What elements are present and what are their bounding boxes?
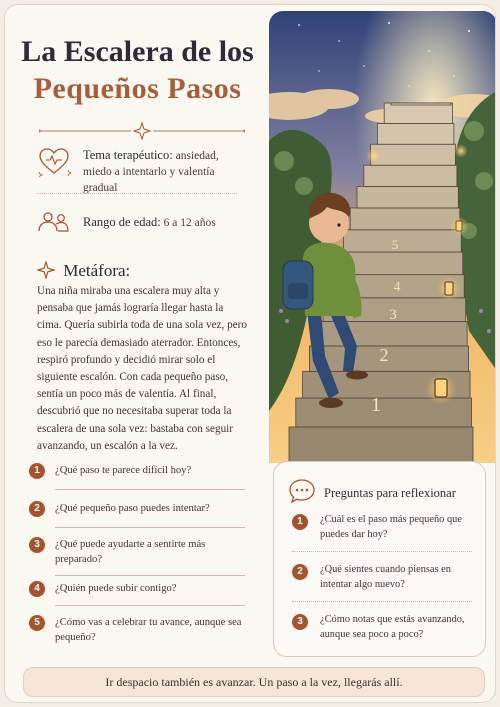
reflection-number: 3 xyxy=(292,614,308,630)
question-text: ¿Quién puede subir contigo? xyxy=(55,583,177,594)
title-line-2: Pequeños Pasos xyxy=(33,71,242,105)
staircase-illustration xyxy=(269,11,496,463)
question-text: ¿Qué pequeño paso puedes intentar? xyxy=(55,503,210,514)
divider xyxy=(55,527,245,528)
reflection-box xyxy=(273,461,486,657)
age-label: Rango de edad: xyxy=(83,215,161,229)
metaphor-title: Metáfora: xyxy=(63,261,131,280)
title-line-1: La Escalera de los xyxy=(21,35,254,68)
stair-step xyxy=(357,186,458,208)
stair-step xyxy=(384,103,452,124)
divider xyxy=(55,605,245,606)
stair-step xyxy=(309,346,468,371)
stair-step xyxy=(371,144,456,165)
step-number: 2 xyxy=(379,345,389,365)
question-number: 4 xyxy=(29,581,45,597)
question-number: 5 xyxy=(29,615,45,631)
stair-step xyxy=(337,252,463,275)
stair-step xyxy=(391,103,451,105)
question-number: 1 xyxy=(29,463,45,479)
stair-step xyxy=(364,165,457,186)
question-text: ¿Qué puede ayudarte a sentirte más preparado? xyxy=(55,539,206,565)
divider xyxy=(292,601,472,602)
theme-label: Tema terapéutico: xyxy=(83,148,173,162)
age-text xyxy=(83,214,216,231)
page-title xyxy=(5,35,270,106)
divider xyxy=(55,575,245,576)
metaphor-heading xyxy=(37,261,130,281)
divider xyxy=(292,551,472,552)
footer-text: Ir despacio también es avanzar. Un paso a la vez, llegarás allí. xyxy=(105,675,403,689)
step-number: 3 xyxy=(389,307,397,323)
chat-bubble-icon xyxy=(288,478,316,504)
step-number: 1 xyxy=(371,394,381,416)
theme-value-2: miedo a intentarlo y valentía gradual xyxy=(83,166,215,194)
theme-value-1: ansiedad, xyxy=(175,150,219,162)
worksheet-card xyxy=(4,4,496,703)
question-number: 3 xyxy=(29,537,45,553)
age-row xyxy=(37,211,237,235)
stair-step xyxy=(289,427,473,463)
people-icon xyxy=(37,211,71,233)
metaphor-text: Una niña miraba una escalera muy alta y pensaba que jamás lograría llegar hasta la cima. Quería subirla toda de una sola vez, pero eso le parecía demasiado aterrador. Entonces, respiró profundo y decidió mirar solo el siguiente escalón. Con cada pequeño paso, sentía un poco más de valentía. Al final, descubrió que no necesitaba superar toda la escalera de una sola vez: bastaba con seguir avanzando, un escalón a la vez. xyxy=(37,285,247,452)
step-number: 4 xyxy=(393,280,401,295)
divider xyxy=(55,489,245,490)
ornament-divider xyxy=(39,121,245,141)
reflection-header xyxy=(288,478,478,509)
reflection-text: ¿Cómo notas que estás avanzando, aunque sea poco a poco? xyxy=(320,614,465,640)
heart-icon xyxy=(37,147,71,177)
divider xyxy=(37,193,237,194)
reflection-number: 1 xyxy=(292,514,308,530)
footer-banner xyxy=(23,667,485,697)
age-value: 6 a 12 años xyxy=(163,217,216,229)
question-text: ¿Qué paso te parece difícil hoy? xyxy=(55,465,192,476)
reflection-text: ¿Qué sientes cuando piensas en intentar algo nuevo? xyxy=(320,564,451,590)
staircase-scene xyxy=(269,11,496,463)
stair-step xyxy=(343,230,461,252)
reflection-text: ¿Cuál es el paso más pequeño que puedes dar hoy? xyxy=(320,514,462,540)
reflection-number: 2 xyxy=(292,564,308,580)
theme-text xyxy=(83,147,237,196)
stair-step xyxy=(350,208,460,230)
question-text: ¿Cómo vas a celebrar tu avance, aunque sea pequeño? xyxy=(55,617,242,643)
sparkle-icon xyxy=(37,261,55,279)
step-number: 5 xyxy=(391,237,399,252)
theme-row xyxy=(37,147,237,194)
stair-step xyxy=(377,124,454,145)
question-number: 2 xyxy=(29,501,45,517)
reflection-title: Preguntas para reflexionar xyxy=(324,486,456,500)
